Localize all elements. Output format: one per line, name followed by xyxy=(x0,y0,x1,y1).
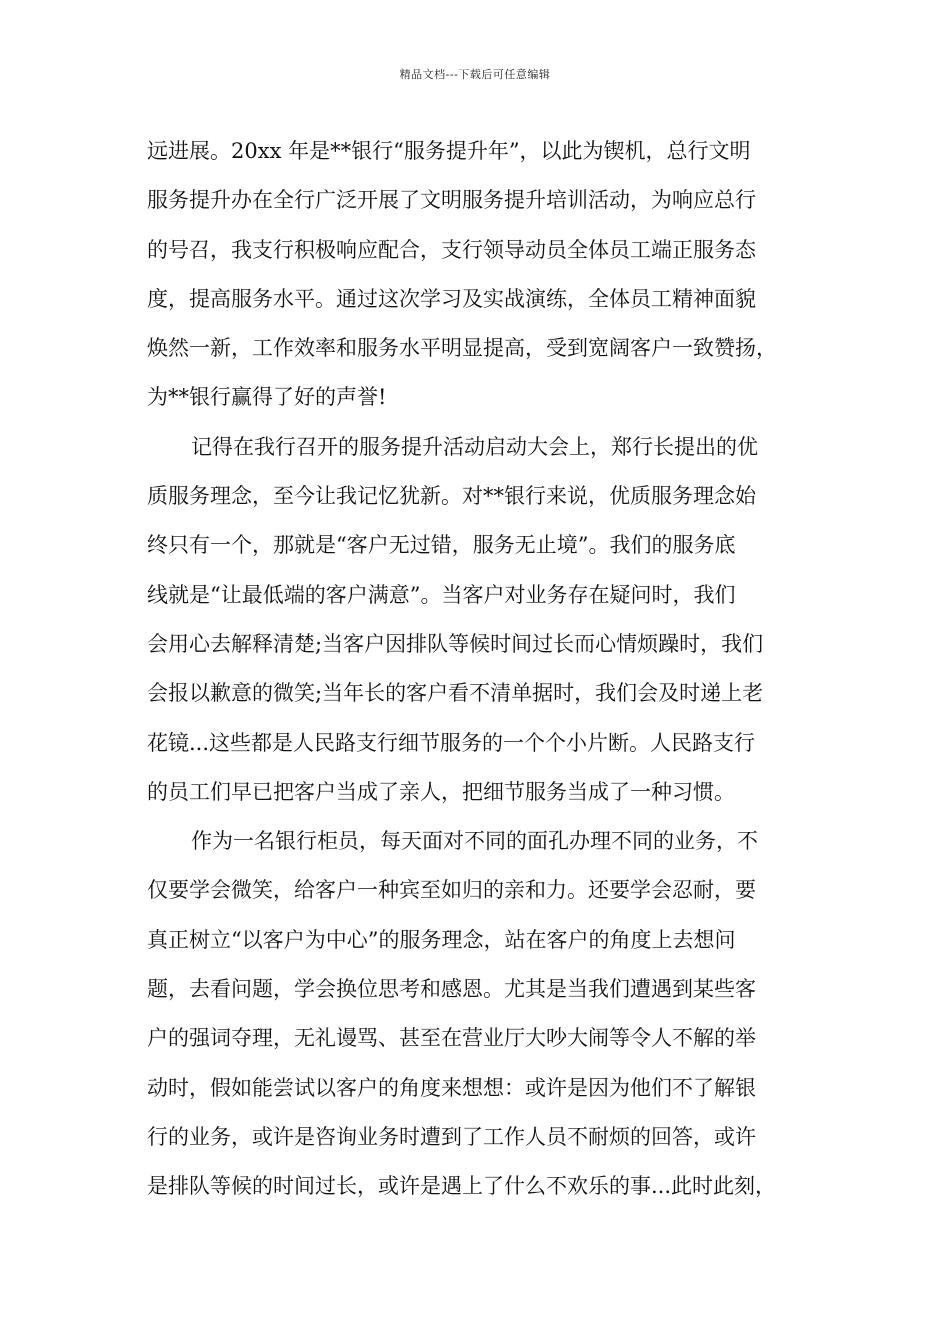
paragraph-line: 服务提升办在全行广泛开展了文明服务提升培训活动，为响应总行 xyxy=(147,188,756,213)
document-body xyxy=(147,127,837,1212)
paragraph-first-line: 作为一名银行柜员，每天面对不同的面孔办理不同的业务，不 xyxy=(191,829,758,854)
paragraph-line: 线就是“让最低端的客户满意”。当客户对业务存在疑问时，我们 xyxy=(147,582,736,607)
paragraph-line: 花镜...这些都是人民路支行细节服务的一个个小片断。人民路支行 xyxy=(147,730,756,755)
paragraph-first-line: 记得在我行召开的服务提升活动启动大会上，郑行长提出的优 xyxy=(191,434,758,459)
paragraph-line: 度，提高服务水平。通过这次学习及实战演练，全体员工精神面貌 xyxy=(147,286,756,311)
paragraph-line: 行的业务，或许是咨询业务时遭到了工作人员不耐烦的回答，或许 xyxy=(147,1124,756,1149)
paragraph-line: 远进展。20xx 年是**银行“服务提升年”，以此为锲机，总行文明 xyxy=(147,139,751,163)
paragraph-line: 的员工们早已把客户当成了亲人，把细节服务当成了一种习惯。 xyxy=(147,779,735,804)
paragraph-line: 为**银行赢得了好的声誉! xyxy=(147,385,387,410)
paragraph-line: 动时，假如能尝试以客户的角度来想想：或许是因为他们不了解银 xyxy=(147,1075,756,1100)
paragraph-line: 会用心去解释清楚;当客户因排队等候时间过长而心情烦躁时，我们 xyxy=(147,631,764,656)
paragraph-line: 会报以歉意的微笑;当年长的客户看不清单据时，我们会及时递上老 xyxy=(147,681,764,706)
paragraph-line: 焕然一新，工作效率和服务水平明显提高，受到宽阔客户一致赞扬， xyxy=(147,336,777,361)
paragraph-line: 质服务理念，至今让我记忆犹新。对**银行来说，优质服务理念始 xyxy=(147,484,756,509)
paragraph-line: 题，去看问题，学会换位思考和感恩。尤其是当我们遭遇到某些客 xyxy=(147,977,756,1002)
paragraph-line: 户的强词夺理，无礼谩骂、甚至在营业厅大吵大闹等令人不解的举 xyxy=(147,1026,756,1051)
paragraph-line: 是排队等候的时间过长，或许是遇上了什么不欢乐的事...此时此刻， xyxy=(147,1174,777,1199)
paragraph-line: 仅要学会微笑，给客户一种宾至如归的亲和力。还要学会忍耐，要 xyxy=(147,878,756,903)
page-header: 精品文档---下载后可任意编辑 xyxy=(399,68,551,81)
paragraph-line: 终只有一个，那就是“客户无过错，服务无止境”。我们的服务底 xyxy=(147,533,736,558)
paragraph-line: 的号召，我支行积极响应配合，支行领导动员全体员工端正服务态 xyxy=(147,237,756,262)
paragraph-line: 真正树立“以客户为中心”的服务理念，站在客户的角度上去想问 xyxy=(147,927,736,952)
